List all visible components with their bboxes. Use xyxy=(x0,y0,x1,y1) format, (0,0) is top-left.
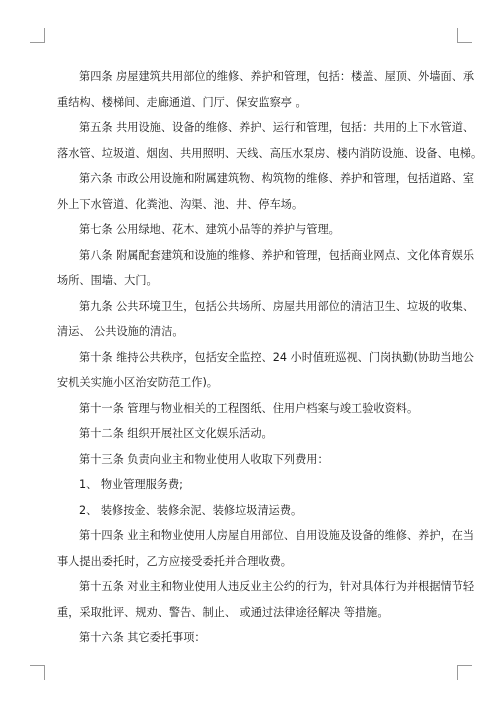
text-line: 第十四条 业主和物业使用人房屋自用部位、自用设施及设备的维修、养护，在当 xyxy=(79,529,475,542)
document-body xyxy=(57,64,483,651)
text-line: 第六条 市政公用设施和附属建筑物、构筑物的维修、养护和管理，包括道路、室 xyxy=(79,172,475,185)
text-line: 第十六条 其它委托事项： xyxy=(79,631,206,644)
clause-8 xyxy=(57,243,475,294)
text-line: 第九条 公共环境卫生，包括公共场所、房屋共用部位的清洁卫生、垃圾的收集、 xyxy=(79,299,475,313)
fee-item-2 xyxy=(57,498,445,524)
text-line: 第四条 房屋建筑共用部位的维修、养护和管理，包括：楼盖、屋顶、外墙面、承 xyxy=(79,70,475,83)
text-line: 重结构、楼梯间、走廊通道、门厅、保安监察亭 。 xyxy=(57,95,307,109)
text-line: 安机关实施小区治安防范工作)。 xyxy=(57,376,218,389)
clause-13 xyxy=(57,447,445,473)
clause-10 xyxy=(57,345,474,396)
text-line: 2、 装修按金、装修余泥、装修垃圾清运费。 xyxy=(79,503,303,517)
text-line: 第十条 维持公共秩序，包括安全监控、24 小时值班巡视、门岗执勤(协助当地公 xyxy=(79,350,474,364)
text-line: 外上下水管道、化粪池、沟渠、池、井、停车场。 xyxy=(57,197,304,211)
clause-14 xyxy=(57,523,475,574)
clause-6 xyxy=(57,166,475,217)
crop-mark-top-right xyxy=(457,28,472,43)
text-line: 第十一条 管理与物业相关的工程图纸、住用户档案与竣工验收资料。 xyxy=(79,401,419,415)
crop-mark-bottom-left xyxy=(30,665,45,680)
clause-9 xyxy=(57,294,475,345)
text-line: 第七条 公用绿地、花木、建筑小品等的养护与管理。 xyxy=(79,223,340,236)
clause-7 xyxy=(57,217,445,243)
clause-16 xyxy=(57,625,445,651)
text-line: 第十二条 组织开展社区文化娱乐活动。 xyxy=(79,427,273,440)
text-line: 第十三条 负责向业主和物业使用人收取下列费用： xyxy=(79,452,329,466)
clause-12 xyxy=(57,421,445,447)
text-line: 清运、 公共设施的清洁。 xyxy=(57,325,184,338)
text-line: 第十五条 对业主和物业使用人违反业主公约的行为，针对具体行为并根据情节轻 xyxy=(79,580,475,593)
text-line: 落水管、垃圾道、烟囱、共用照明、天线、高压水泵房、楼内消防设施、设备、电梯。 xyxy=(57,146,483,160)
clause-11 xyxy=(57,396,445,422)
crop-mark-top-left xyxy=(30,28,45,43)
text-line: 重，采取批评、规劝、警告、制止、 或通过法律途径解决 等措施。 xyxy=(57,605,389,619)
clause-4 xyxy=(57,64,475,115)
text-line: 第五条 共用设施、设备的维修、养护、运行和管理，包括：共用的上下水管道、 xyxy=(79,121,475,134)
crop-mark-bottom-right xyxy=(457,665,472,680)
clause-5 xyxy=(57,115,483,166)
text-line: 1、 物业管理服务费; xyxy=(79,478,183,491)
text-line: 事人提出委托时，乙方应接受委托并合理收费。 xyxy=(57,554,292,568)
text-line: 场所、围墙、大门。 xyxy=(57,274,158,287)
text-line: 第八条 附属配套建筑和设施的维修、养护和管理，包括商业网点、文化体育娱乐 xyxy=(79,248,475,262)
fee-item-1 xyxy=(57,472,445,498)
clause-15 xyxy=(57,574,475,625)
